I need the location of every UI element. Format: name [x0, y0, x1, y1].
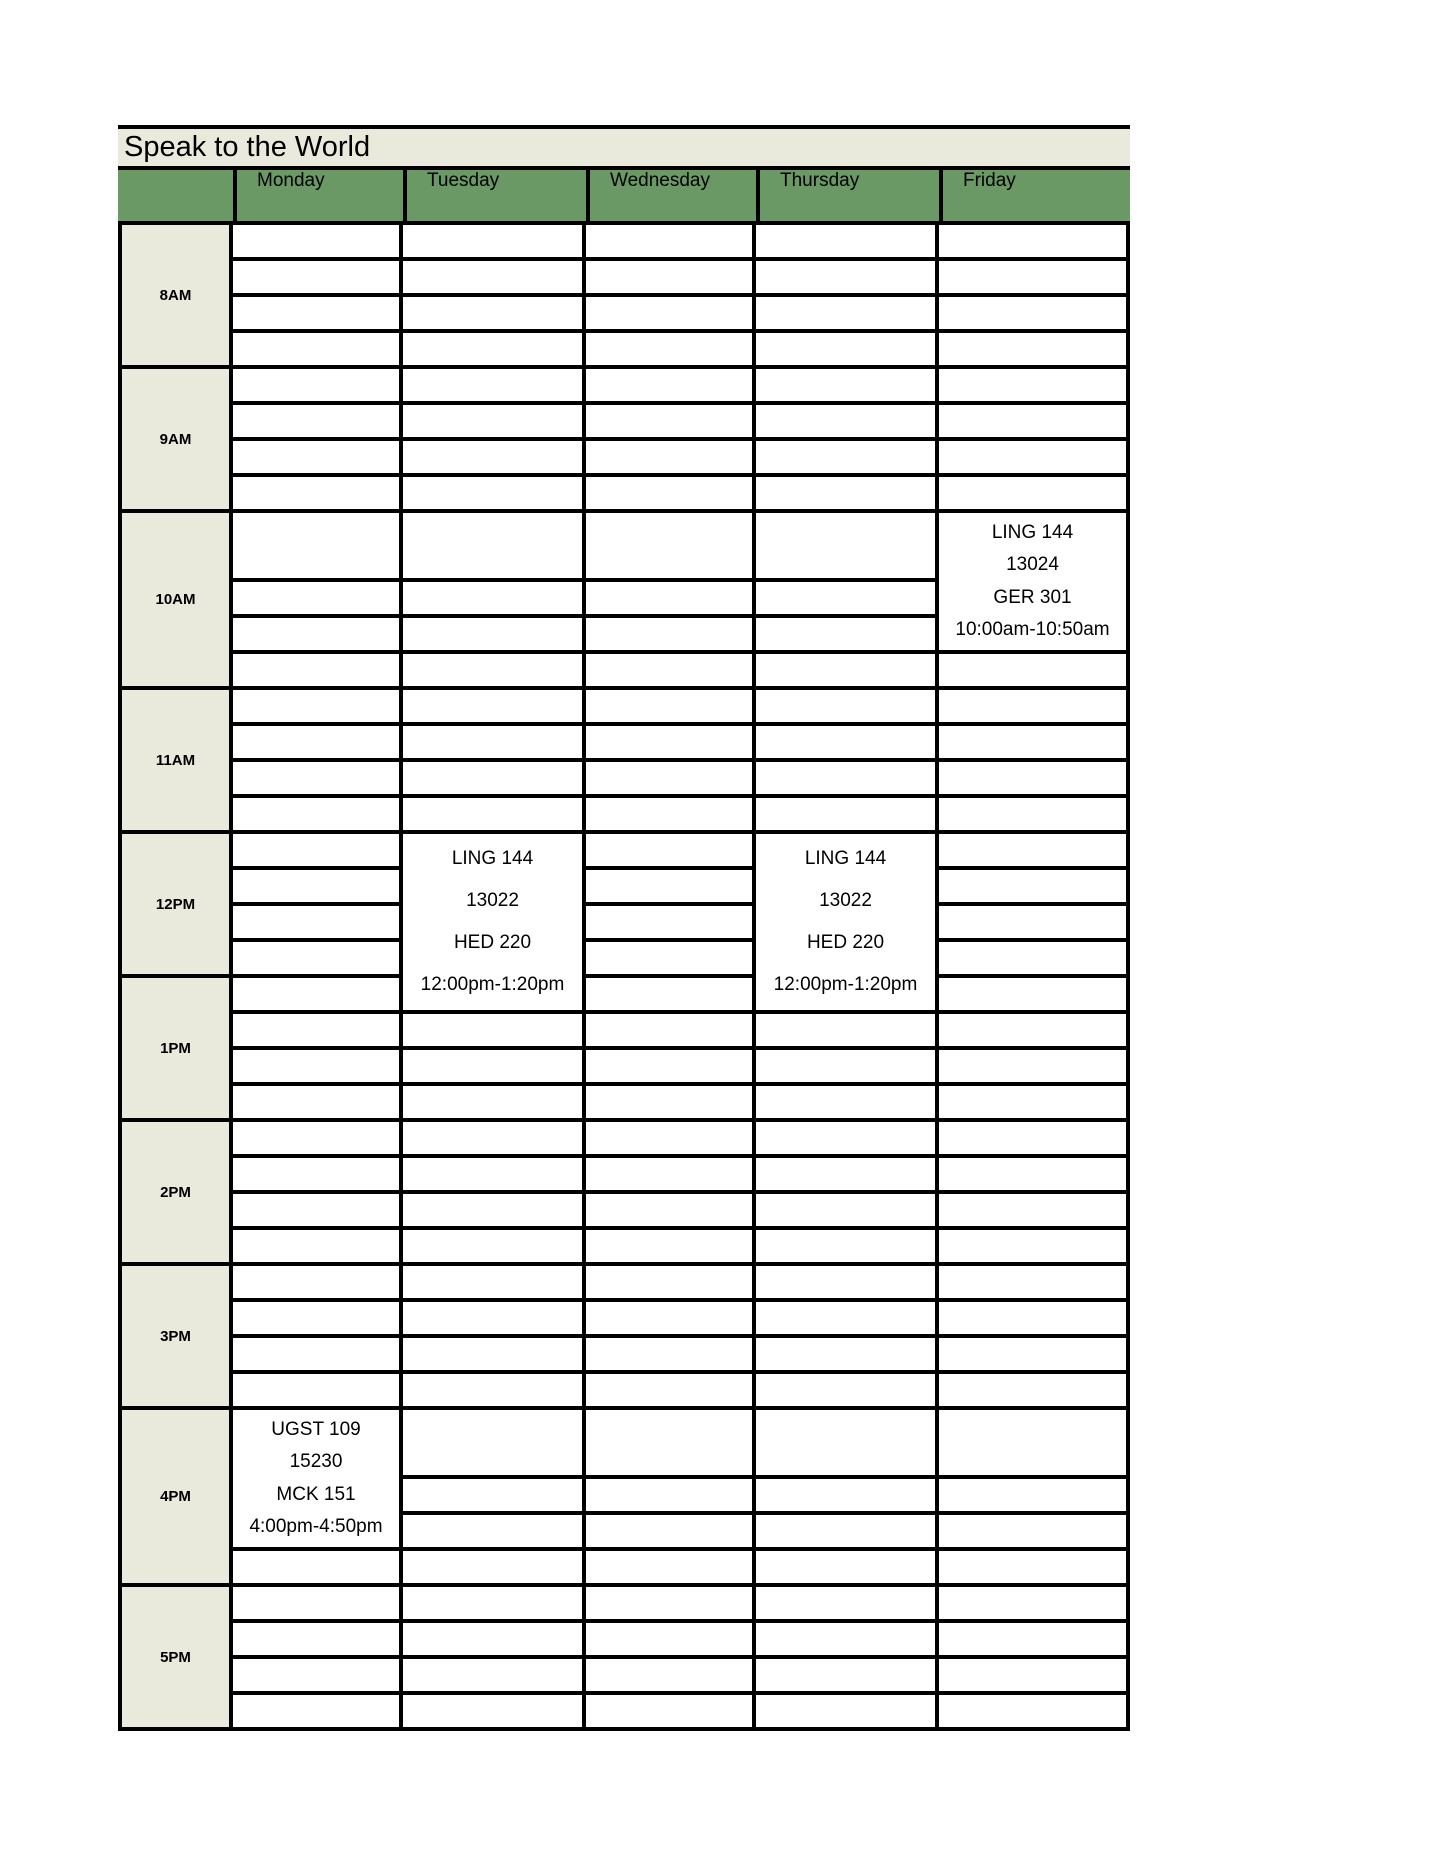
- time-slot-cell[interactable]: [403, 798, 586, 834]
- time-slot-cell[interactable]: [233, 1050, 403, 1086]
- time-slot-cell[interactable]: [586, 1374, 756, 1410]
- time-slot-cell[interactable]: [233, 225, 403, 261]
- time-slot-cell[interactable]: [939, 441, 1130, 477]
- class-block-line: 10:00am-10:50am: [955, 618, 1110, 640]
- time-slot-cell[interactable]: [586, 618, 756, 654]
- time-slot-cell[interactable]: [939, 1659, 1130, 1695]
- time-slot-cell[interactable]: [756, 261, 939, 297]
- time-slot-cell[interactable]: [939, 798, 1130, 834]
- time-slot-cell[interactable]: [586, 225, 756, 261]
- time-slot-cell[interactable]: [403, 1374, 586, 1410]
- time-slot-cell[interactable]: [939, 1194, 1130, 1230]
- time-label-4pm: 4PM: [118, 1410, 233, 1587]
- time-slot-cell[interactable]: [403, 1122, 586, 1158]
- time-slot-cell[interactable]: [233, 441, 403, 477]
- time-slot-cell[interactable]: [403, 405, 586, 441]
- time-slot-cell[interactable]: [403, 726, 586, 762]
- time-slot-cell[interactable]: [939, 654, 1130, 690]
- time-slot-cell[interactable]: [939, 762, 1130, 798]
- time-slot-cell[interactable]: [939, 369, 1130, 405]
- time-slot-cell[interactable]: [586, 1623, 756, 1659]
- time-slot-cell[interactable]: [939, 870, 1130, 906]
- time-slot-cell[interactable]: [586, 690, 756, 726]
- time-label-2pm: 2PM: [118, 1122, 233, 1266]
- time-slot-cell[interactable]: [756, 582, 939, 618]
- time-slot-cell[interactable]: [403, 1515, 586, 1551]
- time-slot-cell[interactable]: [586, 513, 756, 582]
- day-header-thursday: Thursday: [756, 170, 939, 221]
- class-block-line: MCK 151: [276, 1483, 356, 1505]
- time-slot-cell[interactable]: [586, 942, 756, 978]
- time-slot-cell[interactable]: [586, 906, 756, 942]
- time-slot-cell[interactable]: [586, 1659, 756, 1695]
- class-block-line: LING 144: [804, 848, 887, 869]
- time-slot-cell[interactable]: [756, 798, 939, 834]
- time-slot-cell[interactable]: [586, 261, 756, 297]
- time-slot-cell[interactable]: [403, 618, 586, 654]
- time-slot-cell[interactable]: [756, 441, 939, 477]
- class-block-line: UGST 109: [271, 1419, 361, 1441]
- time-slot-cell[interactable]: [939, 1515, 1130, 1551]
- class-block-line: 4:00pm-4:50pm: [249, 1515, 383, 1537]
- time-slot-cell[interactable]: [233, 261, 403, 297]
- class-block-line: HED 220: [806, 932, 885, 953]
- time-slot-cell[interactable]: [939, 225, 1130, 261]
- time-slot-cell[interactable]: [586, 978, 756, 1014]
- time-slot-cell[interactable]: [233, 1302, 403, 1338]
- time-slot-cell[interactable]: [403, 762, 586, 798]
- time-slot-cell[interactable]: [756, 369, 939, 405]
- time-slot-cell[interactable]: [233, 1194, 403, 1230]
- time-slot-cell[interactable]: [756, 1122, 939, 1158]
- time-slot-cell[interactable]: [403, 1659, 586, 1695]
- time-slot-cell[interactable]: [233, 762, 403, 798]
- time-slot-cell[interactable]: [403, 333, 586, 369]
- time-slot-cell[interactable]: [403, 261, 586, 297]
- time-slot-cell[interactable]: [403, 297, 586, 333]
- time-slot-cell[interactable]: [756, 1086, 939, 1122]
- time-slot-cell[interactable]: [233, 654, 403, 690]
- time-slot-cell[interactable]: [939, 1374, 1130, 1410]
- time-slot-cell[interactable]: [756, 1515, 939, 1551]
- time-slot-cell[interactable]: [586, 1587, 756, 1623]
- time-slot-cell[interactable]: [586, 405, 756, 441]
- time-slot-cell[interactable]: [586, 441, 756, 477]
- time-slot-cell[interactable]: [403, 1194, 586, 1230]
- time-label-8am: 8AM: [118, 225, 233, 369]
- time-slot-cell[interactable]: [403, 582, 586, 618]
- time-slot-cell[interactable]: [939, 942, 1130, 978]
- time-slot-cell[interactable]: [233, 405, 403, 441]
- time-slot-cell[interactable]: [939, 1158, 1130, 1194]
- time-slot-cell[interactable]: [403, 1158, 586, 1194]
- time-slot-cell[interactable]: [939, 1587, 1130, 1623]
- time-slot-cell[interactable]: [233, 1266, 403, 1302]
- time-slot-cell[interactable]: [233, 1230, 403, 1266]
- time-slot-cell[interactable]: [403, 1587, 586, 1623]
- time-label-11am: 11AM: [118, 690, 233, 834]
- time-slot-cell[interactable]: [403, 1623, 586, 1659]
- time-slot-cell[interactable]: [403, 1086, 586, 1122]
- time-slot-cell[interactable]: [233, 1587, 403, 1623]
- day-header-monday: Monday: [233, 170, 403, 221]
- time-slot-cell[interactable]: [403, 1479, 586, 1515]
- time-slot-cell[interactable]: [233, 1158, 403, 1194]
- time-slot-cell[interactable]: [403, 1050, 586, 1086]
- time-slot-cell[interactable]: [586, 1050, 756, 1086]
- time-slot-cell[interactable]: [586, 1266, 756, 1302]
- class-block-line: LING 144: [991, 522, 1074, 544]
- time-slot-cell[interactable]: [939, 726, 1130, 762]
- time-slot-cell[interactable]: [586, 1695, 756, 1731]
- class-block-line: LING 144: [451, 848, 534, 869]
- time-slot-cell[interactable]: [756, 405, 939, 441]
- time-slot-cell[interactable]: [586, 870, 756, 906]
- time-slot-cell[interactable]: [586, 1194, 756, 1230]
- time-slot-cell[interactable]: [756, 1158, 939, 1194]
- time-slot-cell[interactable]: [233, 1122, 403, 1158]
- time-slot-cell[interactable]: [403, 1230, 586, 1266]
- time-slot-cell[interactable]: [756, 1623, 939, 1659]
- time-slot-cell[interactable]: [756, 1479, 939, 1515]
- time-slot-cell[interactable]: [586, 1551, 756, 1587]
- time-slot-cell[interactable]: [586, 1122, 756, 1158]
- time-slot-cell[interactable]: [756, 1014, 939, 1050]
- time-slot-cell[interactable]: [756, 1695, 939, 1731]
- time-slot-cell[interactable]: [233, 870, 403, 906]
- time-slot-cell[interactable]: [586, 1158, 756, 1194]
- class-block[interactable]: [233, 1410, 403, 1551]
- time-slot-cell[interactable]: [233, 1695, 403, 1731]
- time-slot-cell[interactable]: [939, 1230, 1130, 1266]
- time-slot-cell[interactable]: [756, 477, 939, 513]
- time-slot-cell[interactable]: [233, 1659, 403, 1695]
- time-slot-cell[interactable]: [939, 1479, 1130, 1515]
- time-slot-cell[interactable]: [403, 369, 586, 405]
- time-label-1pm: 1PM: [118, 978, 233, 1122]
- time-slot-cell[interactable]: [756, 1338, 939, 1374]
- class-block-line: HED 220: [453, 932, 532, 953]
- time-slot-cell[interactable]: [403, 477, 586, 513]
- time-slot-cell[interactable]: [756, 1374, 939, 1410]
- time-label-12pm: 12PM: [118, 834, 233, 978]
- time-slot-cell[interactable]: [586, 1338, 756, 1374]
- time-slot-cell[interactable]: [756, 1659, 939, 1695]
- time-slot-cell[interactable]: [939, 405, 1130, 441]
- time-slot-cell[interactable]: [233, 1623, 403, 1659]
- time-slot-cell[interactable]: [586, 477, 756, 513]
- time-slot-cell[interactable]: [233, 906, 403, 942]
- class-block-line: 13022: [819, 890, 872, 911]
- day-header-row: [118, 166, 1130, 225]
- time-label-3pm: 3PM: [118, 1266, 233, 1410]
- time-slot-cell[interactable]: [403, 1338, 586, 1374]
- time-slot-cell[interactable]: [586, 1230, 756, 1266]
- class-block-line: 12:00pm-1:20pm: [420, 974, 565, 995]
- time-slot-cell[interactable]: [756, 1194, 939, 1230]
- time-slot-cell[interactable]: [756, 654, 939, 690]
- time-slot-cell[interactable]: [233, 726, 403, 762]
- time-slot-cell[interactable]: [939, 333, 1130, 369]
- time-slot-cell[interactable]: [586, 297, 756, 333]
- time-slot-cell[interactable]: [233, 1551, 403, 1587]
- time-slot-cell[interactable]: [756, 333, 939, 369]
- time-slot-cell[interactable]: [756, 1266, 939, 1302]
- class-block[interactable]: [756, 834, 939, 1014]
- time-slot-cell[interactable]: [756, 297, 939, 333]
- time-slot-cell[interactable]: [939, 1623, 1130, 1659]
- time-slot-cell[interactable]: [586, 333, 756, 369]
- time-slot-cell[interactable]: [756, 1410, 939, 1479]
- time-slot-cell[interactable]: [233, 1338, 403, 1374]
- time-slot-cell[interactable]: [939, 1302, 1130, 1338]
- day-header-tuesday: Tuesday: [403, 170, 586, 221]
- time-slot-cell[interactable]: [586, 1410, 756, 1479]
- class-block-line: 13022: [466, 890, 519, 911]
- time-slot-cell[interactable]: [403, 513, 586, 582]
- time-slot-cell[interactable]: [586, 1515, 756, 1551]
- time-slot-cell[interactable]: [586, 726, 756, 762]
- day-header-friday: Friday: [939, 170, 1130, 221]
- time-slot-cell[interactable]: [233, 978, 403, 1014]
- time-slot-cell[interactable]: [586, 582, 756, 618]
- time-slot-cell[interactable]: [586, 1014, 756, 1050]
- time-slot-cell[interactable]: [586, 834, 756, 870]
- time-slot-cell[interactable]: [403, 441, 586, 477]
- time-slot-cell[interactable]: [403, 1266, 586, 1302]
- time-slot-cell[interactable]: [403, 1695, 586, 1731]
- time-slot-cell[interactable]: [939, 1086, 1130, 1122]
- time-slot-cell[interactable]: [939, 297, 1130, 333]
- time-slot-cell[interactable]: [233, 369, 403, 405]
- time-slot-cell[interactable]: [939, 1122, 1130, 1158]
- time-slot-cell[interactable]: [403, 1302, 586, 1338]
- time-slot-cell[interactable]: [939, 477, 1130, 513]
- time-slot-cell[interactable]: [233, 1014, 403, 1050]
- time-slot-cell[interactable]: [939, 834, 1130, 870]
- time-slot-cell[interactable]: [586, 762, 756, 798]
- time-slot-cell[interactable]: [939, 1050, 1130, 1086]
- time-slot-cell[interactable]: [756, 726, 939, 762]
- time-slot-cell[interactable]: [586, 369, 756, 405]
- class-block-line: GER 301: [993, 586, 1072, 608]
- time-slot-cell[interactable]: [939, 978, 1130, 1014]
- time-slot-cell[interactable]: [233, 798, 403, 834]
- time-slot-cell[interactable]: [939, 906, 1130, 942]
- time-slot-cell[interactable]: [586, 1479, 756, 1515]
- time-slot-cell[interactable]: [233, 690, 403, 726]
- grid-outer-border: [229, 225, 233, 1731]
- time-slot-cell[interactable]: [756, 1551, 939, 1587]
- time-slot-cell[interactable]: [403, 1551, 586, 1587]
- time-slot-cell[interactable]: [233, 618, 403, 654]
- time-slot-cell[interactable]: [756, 1302, 939, 1338]
- day-header-wednesday: Wednesday: [586, 170, 756, 221]
- time-slot-cell[interactable]: [939, 1014, 1130, 1050]
- time-slot-cell[interactable]: [403, 690, 586, 726]
- class-block-line: 15230: [289, 1451, 343, 1473]
- time-slot-cell[interactable]: [756, 513, 939, 582]
- time-slot-cell[interactable]: [939, 1410, 1130, 1479]
- time-slot-cell[interactable]: [756, 762, 939, 798]
- class-block-line: 13024: [1006, 554, 1059, 576]
- time-slot-cell[interactable]: [233, 477, 403, 513]
- class-block[interactable]: [939, 513, 1130, 654]
- time-slot-cell[interactable]: [233, 582, 403, 618]
- time-slot-cell[interactable]: [233, 333, 403, 369]
- time-slot-cell[interactable]: [233, 942, 403, 978]
- time-slot-cell[interactable]: [586, 798, 756, 834]
- time-slot-cell[interactable]: [756, 1230, 939, 1266]
- time-slot-cell[interactable]: [756, 225, 939, 261]
- class-block-line: 12:00pm-1:20pm: [773, 974, 918, 995]
- time-slot-cell[interactable]: [586, 1086, 756, 1122]
- time-slot-cell[interactable]: [586, 654, 756, 690]
- time-label-10am: 10AM: [118, 513, 233, 690]
- time-slot-cell[interactable]: [756, 618, 939, 654]
- time-slot-cell[interactable]: [233, 1374, 403, 1410]
- time-slot-cell[interactable]: [233, 834, 403, 870]
- class-block[interactable]: [403, 834, 586, 1014]
- time-slot-cell[interactable]: [586, 1302, 756, 1338]
- time-slot-cell[interactable]: [939, 1695, 1130, 1731]
- time-label-5pm: 5PM: [118, 1587, 233, 1731]
- time-slot-cell[interactable]: [939, 1266, 1130, 1302]
- time-slot-cell[interactable]: [756, 690, 939, 726]
- time-slot-cell[interactable]: [939, 1338, 1130, 1374]
- time-slot-cell[interactable]: [233, 297, 403, 333]
- time-slot-cell[interactable]: [939, 261, 1130, 297]
- time-slot-cell[interactable]: [233, 1086, 403, 1122]
- time-slot-cell[interactable]: [403, 1014, 586, 1050]
- time-label-9am: 9AM: [118, 369, 233, 513]
- time-slot-cell[interactable]: [756, 1587, 939, 1623]
- time-slot-cell[interactable]: [403, 1410, 586, 1479]
- time-slot-cell[interactable]: [756, 1050, 939, 1086]
- time-slot-cell[interactable]: [233, 513, 403, 582]
- time-slot-cell[interactable]: [403, 654, 586, 690]
- time-slot-cell[interactable]: [403, 225, 586, 261]
- schedule-title: Speak to the World: [118, 125, 1130, 166]
- time-slot-cell[interactable]: [939, 1551, 1130, 1587]
- time-slot-cell[interactable]: [939, 690, 1130, 726]
